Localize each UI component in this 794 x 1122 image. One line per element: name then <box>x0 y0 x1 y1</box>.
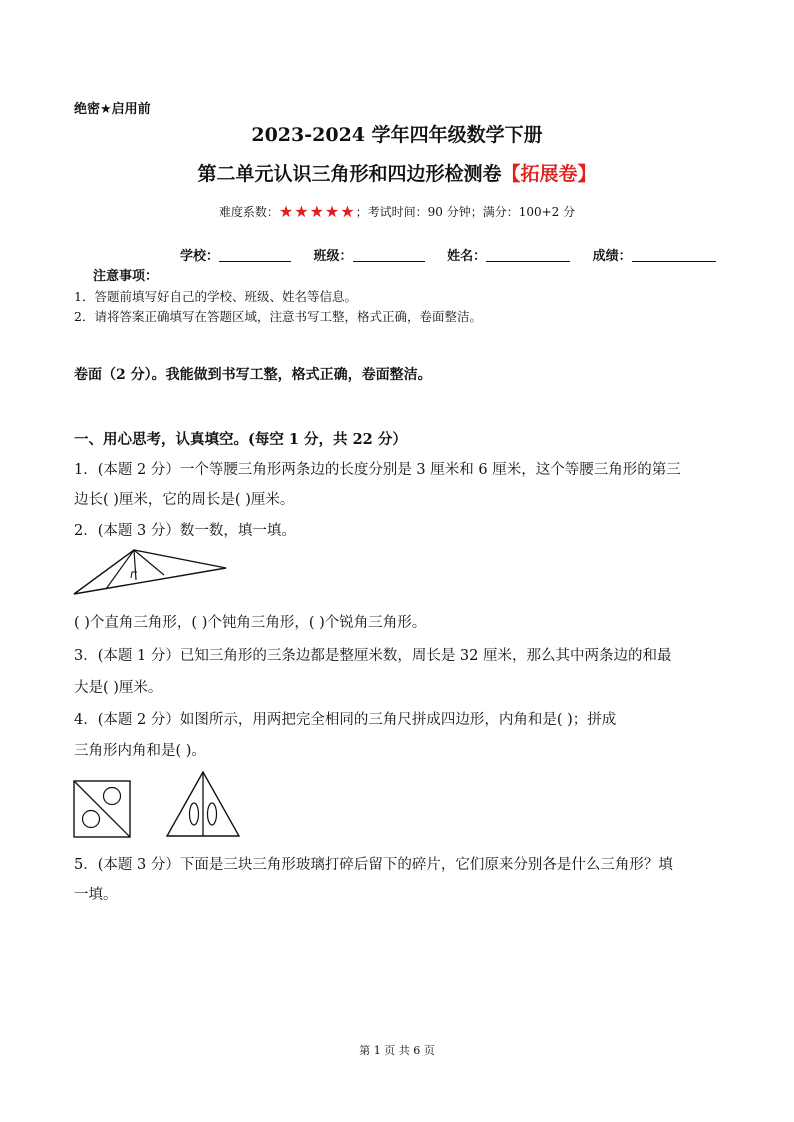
question-5-line-2: 一填。 <box>74 887 118 903</box>
confidential-label: 绝密★启用前 <box>74 102 151 117</box>
page-number: 第 1 页 共 6 页 <box>359 1044 435 1057</box>
exam-meta <box>0 202 794 221</box>
difficulty-label: 难度系数： <box>218 205 279 219</box>
question-4-line-2: 三角形内角和是( )。 <box>74 743 206 759</box>
name-label: 姓名： <box>447 249 487 264</box>
score-field[interactable] <box>632 248 716 262</box>
question-4-line-1: 4．(本题 2 分）如图所示，用两把完全相同的三角尺拼成四边形，内角和是( )；拼成 <box>74 712 617 728</box>
set-square-square-figure <box>73 780 131 838</box>
class-label: 班级： <box>313 249 353 264</box>
class-field[interactable] <box>353 248 425 262</box>
question-5-line-1: 5．(本题 3 分）下面是三块三角形玻璃打碎后留下的碎片，它们原来分别各是什么三角形？填 <box>74 857 673 873</box>
subtitle-tag: 【拓展卷】 <box>501 163 597 185</box>
question-1-line-1: 1．(本题 2 分）一个等腰三角形两条边的长度分别是 3 厘米和 6 厘米，这个等腰三角形的第三 <box>74 462 681 478</box>
name-field[interactable] <box>486 248 570 262</box>
question-2-answer: ( )个直角三角形，( )个钝角三角形，( )个锐角三角形。 <box>74 615 427 631</box>
student-info-fields <box>180 245 734 264</box>
question-2-line-1: 2．(本题 3 分）数一数，填一填。 <box>74 523 296 539</box>
exam-title: 2023-2024 学年四年级数学下册 <box>251 124 543 146</box>
school-label: 学校： <box>180 249 220 264</box>
subtitle-main: 第二单元认识三角形和四边形检测卷 <box>197 163 502 185</box>
question-3-line-2: 大是( )厘米。 <box>74 680 163 696</box>
question-3-line-1: 3．(本题 1 分）已知三角形的三条边都是整厘米数，周长是 32 厘米，那么其中两条边的和最 <box>74 648 672 664</box>
exam-meta-rest: ；考试时间：90 分钟；满分：100+2 分 <box>355 205 576 219</box>
exam-subtitle <box>0 159 794 186</box>
neatness-line: 卷面（2 分）。我能做到书写工整，格式正确，卷面整洁。 <box>74 367 432 383</box>
set-square-triangle-figure <box>165 770 241 838</box>
school-field[interactable] <box>219 248 291 262</box>
notice-item: 1．答题前填写好自己的学校、班级、姓名等信息。 <box>74 289 357 304</box>
notice-heading: 注意事项： <box>93 269 159 284</box>
notice-item: 2．请将答案正确填写在答题区域，注意书写工整，格式正确，卷面整洁。 <box>74 309 482 324</box>
question-1-line-2: 边长( )厘米，它的周长是( )厘米。 <box>74 492 295 508</box>
triangle-count-figure <box>70 546 230 598</box>
score-label: 成绩： <box>592 249 632 264</box>
section-heading: 一、用心思考，认真填空。(每空 1 分，共 22 分） <box>74 431 407 448</box>
difficulty-stars-icon: ★★★★★ <box>278 202 356 221</box>
